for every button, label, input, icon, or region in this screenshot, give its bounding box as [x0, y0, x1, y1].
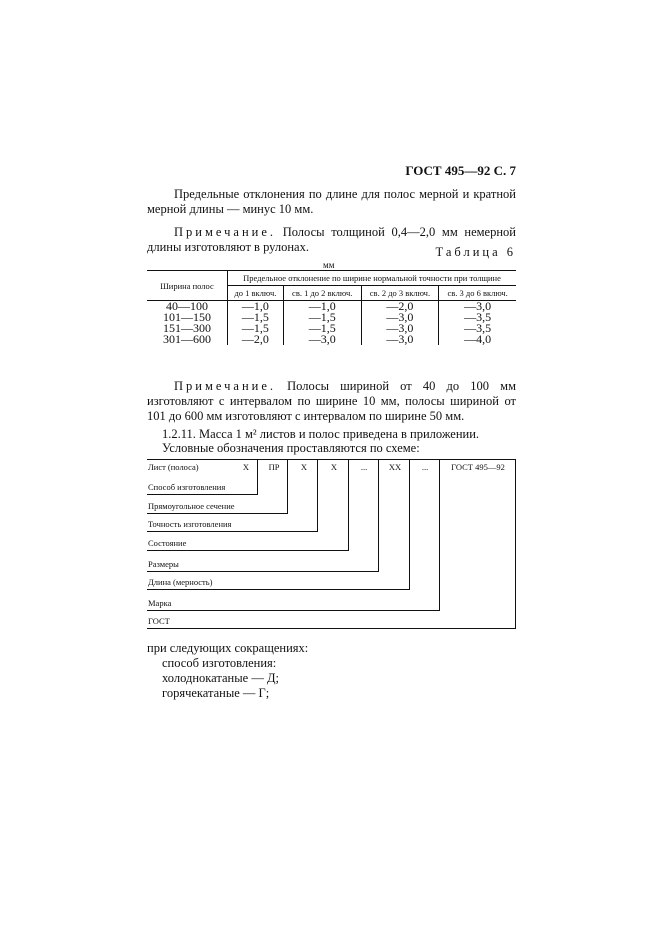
list-item: холоднокатаные — Д; — [162, 671, 279, 685]
scheme-code: ... — [360, 462, 368, 472]
scheme-hline — [147, 610, 440, 611]
paragraph-length-tolerance: Предельные отклонения по длине для полос мерной и кратной мерной длины — минус 10 мм. — [147, 187, 516, 216]
scheme-label: Размеры — [148, 559, 179, 569]
scheme-head: Лист (полоса) — [148, 462, 199, 472]
scheme-hline — [147, 494, 258, 495]
scheme-hline — [147, 628, 516, 629]
paragraph-scheme-intro: Условные обозначения проставляются по схеме: — [162, 441, 420, 455]
scheme-top-line — [147, 459, 516, 460]
scheme-label: Длина (мерность) — [148, 577, 213, 587]
abbreviation-list — [147, 641, 308, 701]
note-2-label: Примечание. — [174, 379, 277, 393]
table-caption: Таблица 6 — [435, 245, 516, 259]
note-2-text: Полосы шириной от 40 до 100 мм изготовляют с интервалом по ширине 10 мм, полосы шириной от 101 до 600 мм изготовляют с интервалом по ширине 50 мм. — [147, 379, 516, 423]
scheme-code: ... — [421, 462, 429, 472]
scheme-label: Состояние — [148, 538, 187, 548]
cell-value: —3,0 — [439, 301, 516, 313]
scheme-right-line — [515, 459, 516, 629]
scheme-hline — [147, 589, 410, 590]
scheme-tick — [348, 459, 349, 551]
scheme-hline — [147, 513, 288, 514]
scheme-code: X — [300, 462, 308, 472]
cell-width: 40—100 — [166, 299, 208, 313]
cell-value: —3,5 — [439, 323, 516, 334]
cell-value: —1,0 — [228, 301, 284, 313]
scheme-hline — [147, 550, 349, 551]
scheme-tick — [378, 459, 379, 572]
subcol-header: св. 1 до 2 включ. — [283, 286, 361, 301]
cell-value: —2,0 — [361, 301, 439, 313]
table-units: мм — [323, 260, 335, 270]
note-1-label: Примечание. — [174, 225, 277, 239]
cell-width: 301—600 — [163, 332, 211, 346]
scheme-code: ГОСТ 495—92 — [451, 462, 505, 472]
scheme-tick — [409, 459, 410, 590]
cell-value: —3,0 — [361, 312, 439, 323]
cell-value: —1,5 — [228, 323, 284, 334]
page-header: ГОСТ 495—92 С. 7 — [405, 163, 516, 178]
subcol-header: до 1 включ. — [228, 286, 284, 301]
note-2 — [147, 379, 516, 424]
scheme-label: Способ изготовления — [148, 482, 226, 492]
scheme-label: Прямоугольное сечение — [148, 501, 235, 511]
cell-value: —2,0 — [228, 334, 284, 345]
scheme-tick — [257, 459, 258, 495]
scheme-hline — [147, 571, 379, 572]
subcol-header: св. 3 до 6 включ. — [439, 286, 516, 301]
cell-value: —1,5 — [283, 323, 361, 334]
table-row — [147, 334, 516, 345]
cell-width: 151—300 — [163, 321, 211, 335]
subcol-header: св. 2 до 3 включ. — [361, 286, 439, 301]
scheme-code: X — [242, 462, 250, 472]
scheme-tick — [439, 459, 440, 611]
scheme-code: XX — [388, 462, 402, 472]
width-tolerance-table — [147, 270, 516, 345]
cell-value: —1,5 — [228, 312, 284, 323]
col-header-group: Предельное отклонение по ширине нормальной точности при толщине — [228, 271, 517, 286]
cell-value: —3,0 — [361, 334, 439, 345]
cell-value: —4,0 — [439, 334, 516, 345]
scheme-tick — [317, 459, 318, 532]
note-1-text: Полосы толщиной 0,4—2,0 мм немерной длины изготовляют в рулонах. — [147, 225, 516, 254]
scheme-tick — [287, 459, 288, 514]
cell-value: —3,5 — [439, 312, 516, 323]
scheme-label: ГОСТ — [148, 616, 170, 626]
list-item: при следующих сокращениях: — [147, 641, 309, 655]
cell-value: —3,0 — [361, 323, 439, 334]
list-item: горячекатаные — Г; — [162, 686, 270, 700]
cell-value: —1,0 — [283, 301, 361, 313]
scheme-code: X — [330, 462, 338, 472]
col-header-width: Ширина полос — [147, 271, 228, 301]
scheme-label: Марка — [148, 598, 172, 608]
scheme-code: ПР — [268, 462, 280, 472]
list-item: способ изготовления: — [162, 656, 277, 670]
cell-width: 101—150 — [163, 310, 211, 324]
paragraph-mass: 1.2.11. Масса 1 м² листов и полос приведена в приложении. — [162, 427, 480, 441]
scheme-label: Точность изготовления — [148, 519, 232, 529]
scheme-hline — [147, 531, 318, 532]
cell-value: —1,5 — [283, 312, 361, 323]
cell-value: —3,0 — [283, 334, 361, 345]
